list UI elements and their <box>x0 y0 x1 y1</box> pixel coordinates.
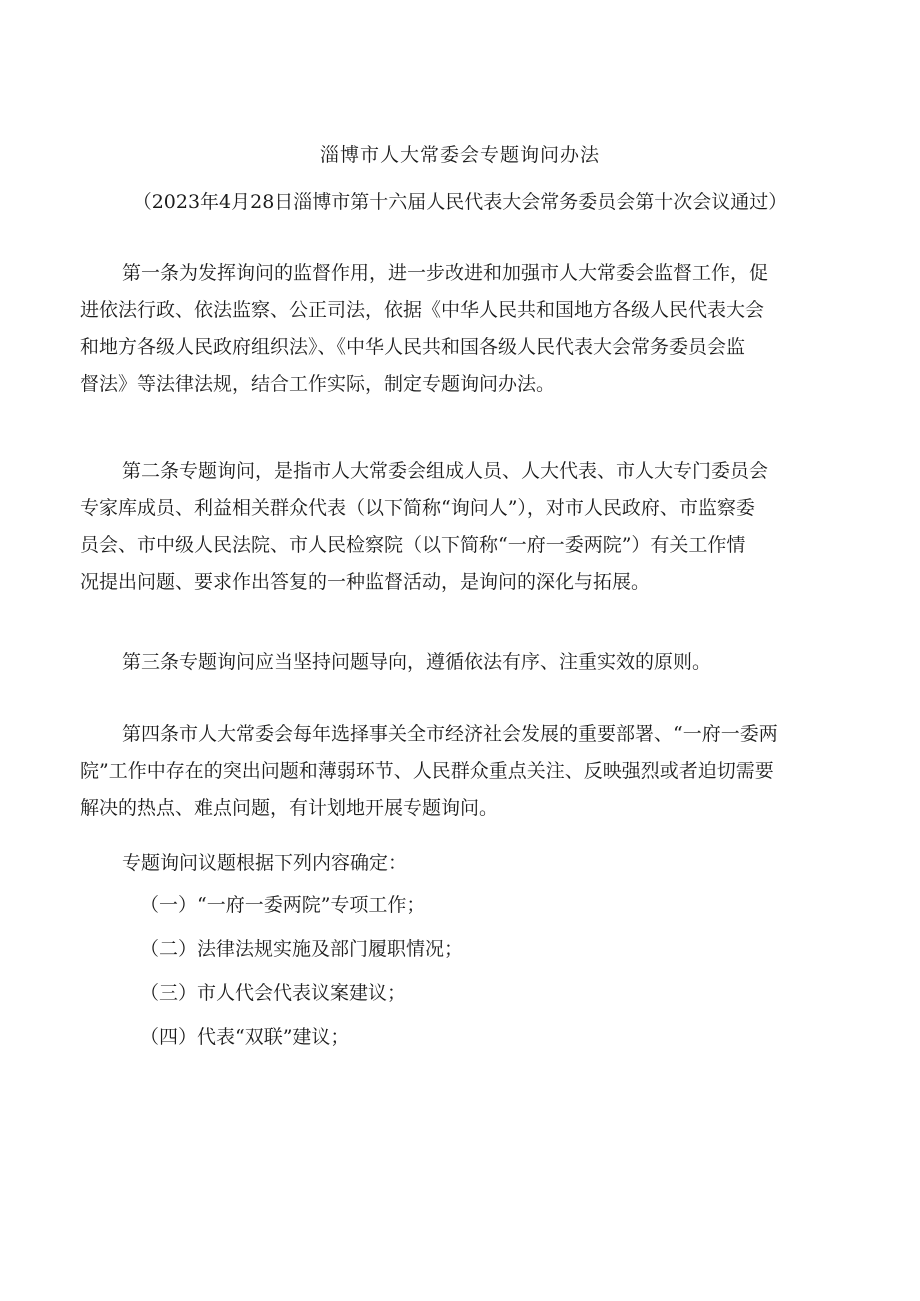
document-title: 淄博市人大常委会专题询问办法 <box>319 144 600 166</box>
article-line: 解决的热点、难点问题，有计划地开展专题询问。 <box>80 797 499 819</box>
article-4 <box>80 716 822 827</box>
article-2 <box>80 453 822 601</box>
topic-item: （三）市人代会代表议案建议； <box>140 982 407 1004</box>
article-3 <box>80 644 822 681</box>
article-line: 专家库成员、利益相关群众代表（以下简称“询问人”），对市人民政府、市监察委 <box>80 497 755 519</box>
topic-item: （四）代表“双联”建议； <box>140 1026 350 1048</box>
article-line: 第四条市人大常委会每年选择事关全市经济社会发展的重要部署、“一府一委两 <box>122 723 778 745</box>
article-line: 第三条专题询问应当坚持问题导向，遵循依法有序、注重实效的原则。 <box>122 651 712 673</box>
topic-item: （一）“一府一委两院”专项工作； <box>140 894 426 916</box>
article-line: 员会、市中级人民法院、市人民检察院（以下简称“一府一委两院”）有关工作情 <box>80 534 746 556</box>
article-line: 和地方各级人民政府组织法》、《中华人民共和国各级人民代表大会常务委员会监 <box>80 336 746 358</box>
topic-intro: 专题询问议题根据下列内容确定： <box>122 852 408 874</box>
document-subtitle: （2023年4月28日淄博市第十六届人民代表大会常务委员会第十次会议通过） <box>132 191 788 213</box>
article-line: 第一条为发挥询问的监督作用，进一步改进和加强市人大常委会监督工作，促 <box>122 262 769 284</box>
article-line: 督法》等法律法规，结合工作实际，制定专题询问办法。 <box>80 373 556 395</box>
topic-item: （二）法律法规实施及部门履职情况； <box>140 938 464 960</box>
article-1 <box>80 255 822 403</box>
article-line: 第二条专题询问，是指市人大常委会组成人员、人大代表、市人大专门委员会 <box>122 460 769 482</box>
article-line: 院”工作中存在的突出问题和薄弱环节、人民群众重点关注、反映强烈或者迫切需要 <box>80 760 774 782</box>
article-line: 况提出问题、要求作出答复的一种监督活动，是询问的深化与拓展。 <box>80 571 651 593</box>
article-line: 进依法行政、依法监察、公正司法，依据《中华人民共和国地方各级人民代表大会 <box>80 299 765 321</box>
